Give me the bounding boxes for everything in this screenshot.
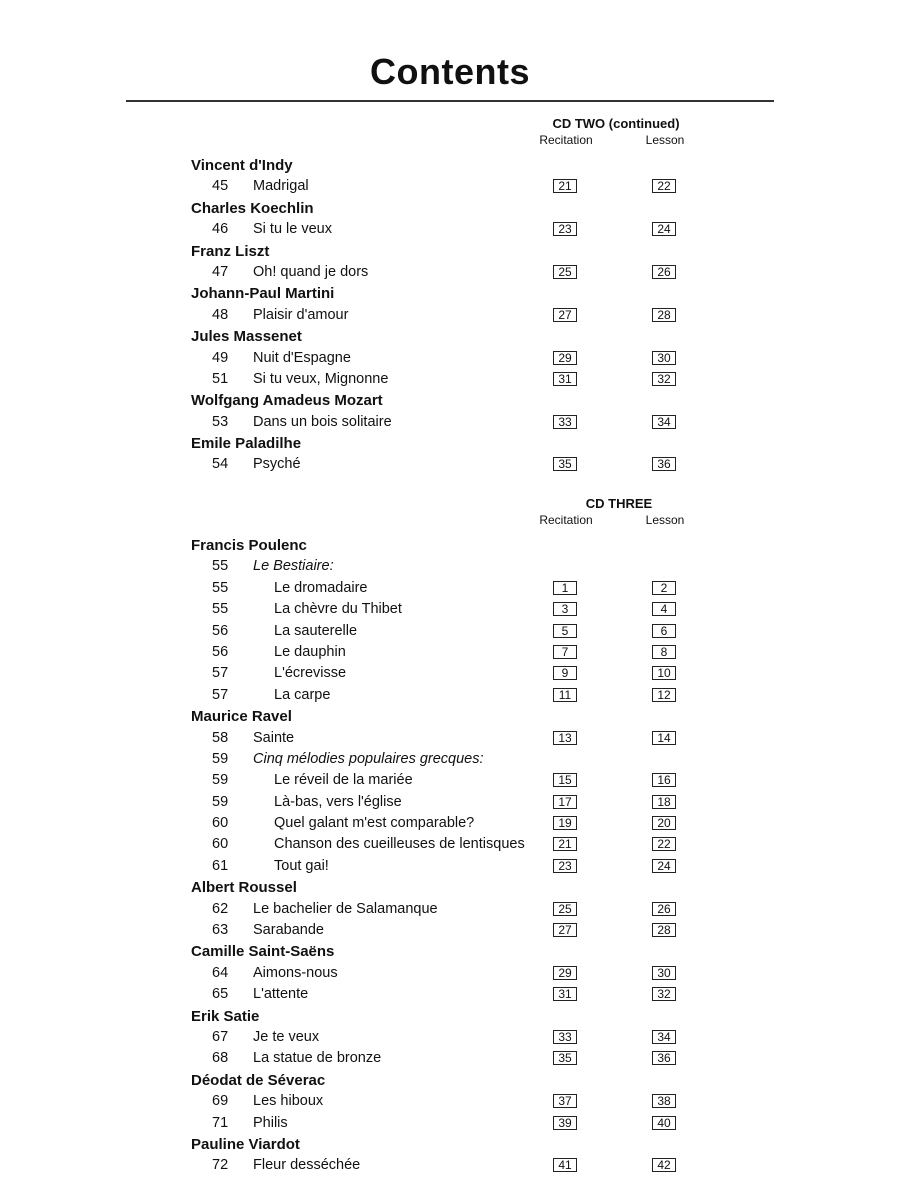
- page-number: 51: [212, 370, 229, 387]
- page-number: 57: [212, 686, 229, 703]
- composer-row: [0, 535, 900, 556]
- composer-row: [0, 877, 900, 898]
- lesson-track-number: 8: [652, 645, 676, 659]
- recitation-track-number: 19: [553, 816, 577, 830]
- song-title: Chanson des cueilleuses de lentisques: [274, 836, 525, 853]
- song-title: Quel galant m'est comparable?: [274, 815, 475, 832]
- lesson-track-number: 20: [652, 816, 676, 830]
- recitation-track-number: 23: [553, 859, 577, 873]
- song-row: [0, 454, 900, 475]
- song-title: Oh! quand je dors: [253, 263, 369, 280]
- composer-name: Maurice Ravel: [191, 708, 292, 726]
- contents-list: [0, 155, 900, 476]
- composer-name: Albert Roussel: [191, 879, 297, 897]
- lesson-track-number: 34: [652, 1030, 676, 1044]
- title-rule: [126, 100, 774, 102]
- page-number: 67: [212, 1028, 229, 1045]
- page-number: 59: [212, 793, 229, 810]
- recitation-column-header: Recitation: [539, 513, 593, 527]
- cd-title: CD TWO (continued): [552, 116, 680, 131]
- recitation-track-number: 27: [553, 308, 577, 322]
- lesson-track-number: 42: [652, 1158, 676, 1172]
- recitation-track-number: 39: [553, 1116, 577, 1130]
- page-number: 72: [212, 1157, 229, 1174]
- recitation-track-number: 27: [553, 923, 577, 937]
- composer-row: [0, 241, 900, 262]
- lesson-column-header: Lesson: [645, 513, 685, 527]
- composer-row: [0, 1006, 900, 1027]
- recitation-track-number: 7: [553, 645, 577, 659]
- composer-name: Vincent d'Indy: [191, 157, 293, 174]
- song-title: Sarabande: [253, 922, 324, 939]
- page-number: 54: [212, 456, 229, 473]
- song-row: [0, 176, 900, 197]
- lesson-track-number: 36: [652, 457, 676, 471]
- composer-name: Charles Koechlin: [191, 199, 314, 217]
- page-number: 69: [212, 1093, 229, 1110]
- song-title: La statue de bronze: [253, 1050, 382, 1067]
- song-title: Si tu le veux: [253, 221, 332, 238]
- song-title: Les hiboux: [253, 1093, 324, 1110]
- lesson-track-number: 30: [652, 351, 676, 365]
- page-number: 63: [212, 922, 229, 939]
- page-number: 53: [212, 413, 229, 430]
- composer-name: Francis Poulenc: [191, 537, 307, 554]
- lesson-track-number: 32: [652, 372, 676, 386]
- lesson-track-number: 16: [652, 773, 676, 787]
- cd-header: [0, 115, 900, 155]
- song-title: Sainte: [253, 729, 295, 746]
- cd-title: CD THREE: [585, 496, 653, 511]
- page-number: 64: [212, 964, 229, 981]
- song-row: [0, 1155, 900, 1176]
- song-row: [0, 685, 900, 706]
- song-title: Le dromadaire: [274, 579, 368, 596]
- song-row: [0, 262, 900, 283]
- page-number: 56: [212, 643, 229, 660]
- song-row: [0, 834, 900, 855]
- song-row: [0, 219, 900, 240]
- song-title: Plaisir d'amour: [253, 306, 349, 323]
- song-row: [0, 856, 900, 877]
- lesson-track-number: 34: [652, 415, 676, 429]
- recitation-track-number: 1: [553, 581, 577, 595]
- song-row: [0, 792, 900, 813]
- composer-name: Franz Liszt: [191, 242, 270, 260]
- composer-name: Emile Paladilhe: [191, 435, 302, 453]
- lesson-track-number: 36: [652, 1051, 676, 1065]
- cd-three-section: [0, 495, 900, 1177]
- recitation-track-number: 37: [553, 1094, 577, 1108]
- song-row: [0, 920, 900, 941]
- lesson-track-number: 26: [652, 265, 676, 279]
- song-row: [0, 599, 900, 620]
- song-row: [0, 578, 900, 599]
- song-title: La chèvre du Thibet: [274, 601, 402, 618]
- page-number: 65: [212, 986, 229, 1003]
- recitation-track-number: 9: [553, 666, 577, 680]
- cd-two-section: [0, 115, 900, 476]
- song-title: Madrigal: [253, 178, 309, 195]
- lesson-track-number: 40: [652, 1116, 676, 1130]
- page-number: 68: [212, 1050, 229, 1067]
- lesson-track-number: 12: [652, 688, 676, 702]
- lesson-track-number: 4: [652, 602, 676, 616]
- song-row: [0, 963, 900, 984]
- recitation-track-number: 21: [553, 837, 577, 851]
- song-title: Nuit d'Espagne: [253, 349, 351, 366]
- lesson-track-number: 24: [652, 859, 676, 873]
- lesson-track-number: 26: [652, 902, 676, 916]
- song-title: Psyché: [253, 456, 301, 473]
- song-title: Fleur desséchée: [253, 1157, 361, 1174]
- lesson-track-number: 38: [652, 1094, 676, 1108]
- song-cycle-title: Cinq mélodies populaires grecques:: [253, 750, 484, 767]
- page-number: 61: [212, 857, 229, 874]
- recitation-track-number: 31: [553, 987, 577, 1001]
- song-row: [0, 412, 900, 433]
- composer-row: [0, 198, 900, 219]
- recitation-track-number: 17: [553, 795, 577, 809]
- song-row: [0, 369, 900, 390]
- song-row: [0, 1048, 900, 1069]
- recitation-track-number: 5: [553, 624, 577, 638]
- lesson-track-number: 10: [652, 666, 676, 680]
- composer-row: [0, 155, 900, 176]
- recitation-track-number: 3: [553, 602, 577, 616]
- song-title: Tout gai!: [274, 857, 329, 874]
- lesson-track-number: 28: [652, 308, 676, 322]
- composer-name: Camille Saint-Saëns: [191, 943, 335, 961]
- song-row: [0, 1113, 900, 1134]
- song-row: [0, 984, 900, 1005]
- song-row: [0, 899, 900, 920]
- song-title: L'attente: [253, 986, 309, 1003]
- lesson-track-number: 18: [652, 795, 676, 809]
- page-number: 49: [212, 349, 229, 366]
- recitation-track-number: 35: [553, 1051, 577, 1065]
- song-row: [0, 621, 900, 642]
- lesson-column-header: Lesson: [645, 133, 685, 147]
- song-title: Philis: [253, 1114, 288, 1131]
- song-title: Si tu veux, Mignonne: [253, 370, 389, 387]
- page-number: 59: [212, 772, 229, 789]
- composer-name: Wolfgang Amadeus Mozart: [191, 392, 383, 410]
- song-cycle-title: Le Bestiaire:: [253, 558, 334, 575]
- lesson-track-number: 24: [652, 222, 676, 236]
- recitation-track-number: 33: [553, 1030, 577, 1044]
- recitation-track-number: 15: [553, 773, 577, 787]
- recitation-track-number: 13: [553, 731, 577, 745]
- song-row: [0, 305, 900, 326]
- song-title: Aimons-nous: [253, 964, 338, 981]
- page-number: 57: [212, 665, 229, 682]
- composer-name: Pauline Viardot: [191, 1135, 300, 1153]
- recitation-column-header: Recitation: [539, 133, 593, 147]
- composer-name: Jules Massenet: [191, 328, 302, 346]
- recitation-track-number: 31: [553, 372, 577, 386]
- page-title: Contents: [370, 51, 530, 92]
- composer-row: [0, 390, 900, 411]
- cd-header: [0, 495, 900, 535]
- lesson-track-number: 14: [652, 731, 676, 745]
- song-title: Dans un bois solitaire: [253, 413, 392, 430]
- song-title: Le réveil de la mariée: [274, 772, 413, 789]
- composer-row: [0, 706, 900, 727]
- composer-row: [0, 941, 900, 962]
- recitation-track-number: 29: [553, 351, 577, 365]
- page-number: 55: [212, 579, 229, 596]
- recitation-track-number: 25: [553, 265, 577, 279]
- recitation-track-number: 25: [553, 902, 577, 916]
- page-number: 55: [212, 601, 229, 618]
- song-row: [0, 813, 900, 834]
- lesson-track-number: 32: [652, 987, 676, 1001]
- song-row: [0, 663, 900, 684]
- page-number: 60: [212, 815, 229, 832]
- page-number: 62: [212, 900, 229, 917]
- page-number: 47: [212, 263, 229, 280]
- song-row: [0, 1027, 900, 1048]
- song-row: [0, 348, 900, 369]
- page-number: 46: [212, 221, 229, 238]
- recitation-track-number: 11: [553, 688, 577, 702]
- song-title: Le dauphin: [274, 643, 346, 660]
- page-number: 45: [212, 178, 229, 195]
- composer-name: Déodat de Séverac: [191, 1071, 326, 1089]
- composer-row: [0, 1070, 900, 1091]
- recitation-track-number: 35: [553, 457, 577, 471]
- song-title: La sauterelle: [274, 622, 358, 639]
- song-row: [0, 642, 900, 663]
- song-title: Je te veux: [253, 1028, 320, 1045]
- page-number: 58: [212, 729, 229, 746]
- recitation-track-number: 33: [553, 415, 577, 429]
- song-row: [0, 749, 900, 770]
- composer-name: Erik Satie: [191, 1007, 260, 1025]
- page-number: 55: [212, 558, 229, 575]
- song-row: [0, 556, 900, 577]
- lesson-track-number: 2: [652, 581, 676, 595]
- page-number: 56: [212, 622, 229, 639]
- song-row: [0, 1091, 900, 1112]
- lesson-track-number: 30: [652, 966, 676, 980]
- lesson-track-number: 22: [652, 179, 676, 193]
- lesson-track-number: 6: [652, 624, 676, 638]
- composer-row: [0, 283, 900, 304]
- song-row: [0, 728, 900, 749]
- composer-row: [0, 433, 900, 454]
- composer-row: [0, 326, 900, 347]
- composer-name: Johann-Paul Martini: [191, 285, 335, 303]
- contents-list: [0, 535, 900, 1177]
- page-number: 60: [212, 836, 229, 853]
- song-title: Là-bas, vers l'église: [274, 793, 402, 810]
- recitation-track-number: 29: [553, 966, 577, 980]
- page-number: 59: [212, 750, 229, 767]
- song-row: [0, 770, 900, 791]
- song-title: L'écrevisse: [274, 665, 347, 682]
- lesson-track-number: 22: [652, 837, 676, 851]
- composer-row: [0, 1134, 900, 1155]
- song-title: La carpe: [274, 686, 331, 703]
- recitation-track-number: 41: [553, 1158, 577, 1172]
- recitation-track-number: 21: [553, 179, 577, 193]
- recitation-track-number: 23: [553, 222, 577, 236]
- lesson-track-number: 28: [652, 923, 676, 937]
- song-title: Le bachelier de Salamanque: [253, 900, 438, 917]
- page-number: 48: [212, 306, 229, 323]
- page-number: 71: [212, 1114, 229, 1131]
